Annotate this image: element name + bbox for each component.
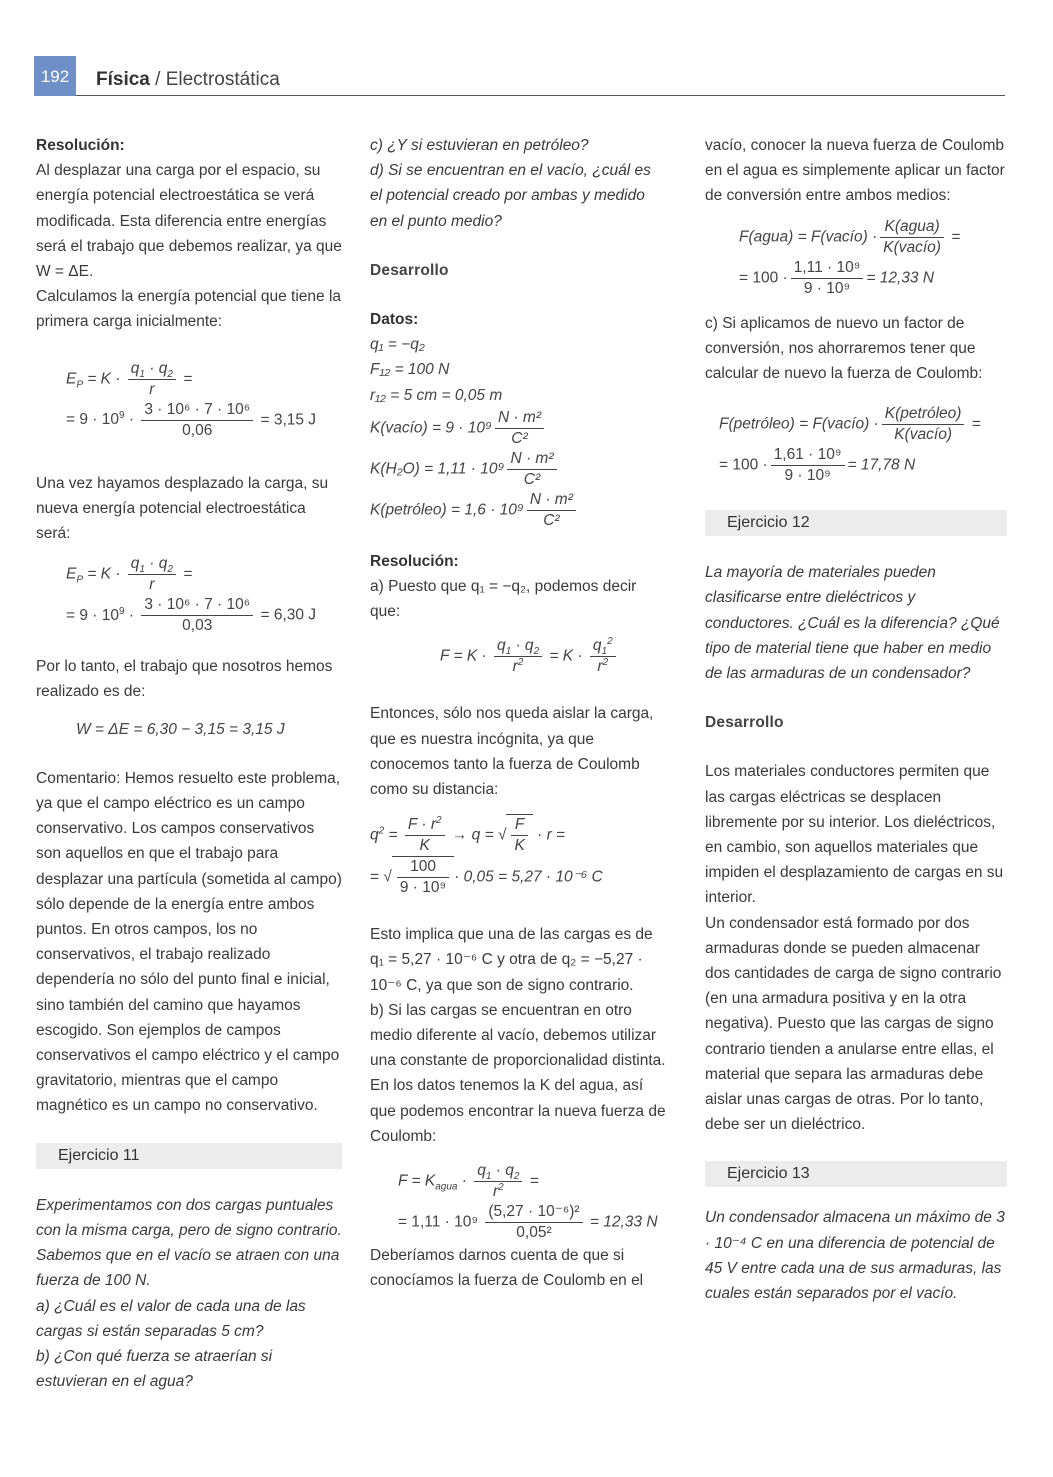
equation-petroleo-value: = 100 · $\frac{\text{1,61 · 10⁹}}{\text{9 · 10⁹}}$ = 17,78 N (719, 446, 916, 485)
equation-q-value: = √ $\frac{100}{\text{9 · 10⁹}}$ · 0,05 = 5,27 · 10⁻⁶ C (370, 858, 603, 897)
dato-charge-relation: q₁ = −q₂ (370, 336, 425, 354)
desarrollo-heading-2: Desarrollo (705, 714, 784, 732)
paragraph: Por lo tanto, el trabajo que nosotros hemos realizado es de: (36, 658, 333, 701)
paragraph: Una vez hayamos desplazado la carga, su nueva energía potencial electroestática será: (36, 474, 329, 543)
paragraph: c) Si aplicamos de nuevo un factor de conversión, nos ahorraremos tener que calcular de nuevo la fuerza de Coulomb: (705, 314, 983, 383)
paragraph: Entonces, sólo nos queda aislar la carga, que es nuestra incógnita, ya que conocemos tanto la fuerza de Coulomb como su distancia: (370, 705, 654, 799)
exercise-11-question-b: b) ¿Con qué fuerza se atraerían si estuvieran en el agua? (36, 1347, 273, 1391)
exercise-13-statement: Un condensador almacena un máximo de 3 · 10⁻⁴ C en una diferencia de potencial de 45 V entre cada una de sus armaduras, las cuales están separados por el vacío. (705, 1209, 1005, 1303)
equation-work: W = ΔE = 6,30 − 3,15 = 3,15 J (76, 720, 285, 738)
exercise-11-question-a: a) ¿Cuál es el valor de cada una de las cargas si están separadas 5 cm? (36, 1297, 306, 1340)
header-rule (76, 95, 1005, 96)
dato-k-petroleo: K(petróleo) = 1,6 · 10⁹ $\frac{\text{N · m²}}{\text{C²}}$ (370, 490, 666, 531)
column-3 (705, 133, 1007, 1306)
exercise-11-heading: Ejercicio 11 (36, 1143, 342, 1169)
equation-ep-2b: = $9 \cdot 10^9$ · $\frac{\text{3 · 10⁶ · 7 · 10⁶}}{0,03}$ = 6,30 J (66, 596, 317, 635)
equation-ep-2: $E_P = K$ · $\frac{q_1 \cdot q_2}{r}$ = (66, 555, 193, 594)
running-title (96, 69, 280, 91)
dato-force: F₁₂ = 100 N (370, 361, 450, 379)
resolucion-heading: Resolución: (36, 137, 125, 154)
column-1 (36, 133, 342, 1394)
paragraph: Deberíamos darnos cuenta de que si conocíamos la fuerza de Coulomb en el (370, 1247, 644, 1290)
dato-distance: r₁₂ = 5 cm = 0,05 m (370, 386, 503, 404)
dato-k-vacio: K(vacío) = 9 · 10⁹ $\frac{\text{N · m²}}{\text{C²}}$ (370, 408, 666, 449)
page-header (34, 56, 1005, 96)
equation-agua-value: = 100 · $\frac{\text{1,11 · 10⁹}}{\text{9 · 10⁹}}$ = 12,33 N (739, 258, 935, 297)
resolucion-heading-2: Resolución: (370, 552, 459, 570)
topic: Electrostática (165, 69, 280, 90)
equation-ep-1b: = $9 \cdot 10^9$ · $\frac{\text{3 · 10⁶ · 7 · 10⁶}}{0,06}$ = 3,15 J (66, 400, 317, 439)
equation-f-agua-value: = 1,11 · 10⁹ $\frac{\text{(5,27 · 10⁻⁶)²}}{\text{0,05²}}$ = 12,33 N (398, 1203, 658, 1242)
datos-heading: Datos: (370, 311, 419, 329)
equation-petroleo-conversion: F(petróleo) = F(vacío) · $\frac{\text{K(petróleo)}}{\text{K(vacío)}}$ = (719, 405, 981, 444)
exercise-11-question-d: d) Si se encuentran en el vacío, ¿cuál es el potencial creado por ambas y medido en el punto medio? (370, 162, 651, 230)
dato-k-agua: K(H₂O) = 1,11 · 10⁹ $\frac{\text{N · m²}}{\text{C²}}$ (370, 449, 666, 490)
paragraph: Los materiales conductores permiten que las cargas eléctricas se desplacen libremente por su interior. Los dieléctricos, en cambio, son aquellos materiales que impiden el desplazamiento de cargas en su interior. (705, 763, 1004, 907)
equation-ep-1: $E_P = K$ · $\frac{q_1 \cdot q_2}{r}$ = (66, 359, 193, 398)
paragraph: Calculamos la energía potencial que tiene la primera carga inicialmente: (36, 288, 342, 331)
paragraph: Un condensador está formado por dos armaduras donde se pueden almacenar dos cantidades de carga de signo contrario (en una armadura positiva y en la otra negativa). Puesto que las cargas de signo contrario tienden a anularse entre ellas, el material que separa las armaduras debe aislar unas cargas de otras. Por lo tanto, debe ser un dieléctrico. (705, 914, 1002, 1134)
title-separator: / (149, 69, 166, 90)
page-number: 192 (34, 56, 76, 96)
paragraph: vacío, conocer la nueva fuerza de Coulomb en el agua es simplemente aplicar un factor de conversión entre ambos medios: (705, 137, 1005, 205)
equation-q-isolate: $q^2$ = $\frac{F \cdot r^2}{K}$ → q = √ $\frac{F}{K}$ · r = (370, 815, 566, 855)
equation-coulomb: F = K · $\frac{q_1 \cdot q_2}{r^2}$ = K · $\frac{q_1^2}{r^2}$ (370, 636, 666, 677)
equation-f-agua: $F = K_{agua}$ · $\frac{q_1 \cdot q_2}{r^2}$ = (398, 1162, 539, 1201)
paragraph-comment: Comentario: Hemos resuelto este problema, ya que el campo eléctrico es un campo conservativo. Los campos conservativos son aquellos en que el trabajo para desplazar una partícula (sometida al campo) sólo depende de la energía entre ambos puntos. En otros campos, los no conservativos, el trabajo realizado dependería no sólo del punto final e inicial, sino también del camino que hayamos escogido. Son ejemplos de campos conservativos el campo eléctrico y el campo gravitatorio, mientras que el campo magnético es un campo no conservativo. (36, 769, 342, 1115)
paragraph: Al desplazar una carga por el espacio, su energía potencial electroestática se verá modificada. Esta diferencia entre energías será el trabajo que debemos realizar, ya que W = ΔE. (36, 162, 342, 281)
desarrollo-heading: Desarrollo (370, 261, 449, 279)
equation-agua-conversion: F(agua) = F(vacío) · $\frac{\text{K(agua)}}{\text{K(vacío)}}$ = (739, 217, 961, 256)
column-2 (370, 133, 666, 1293)
exercise-12-heading: Ejercicio 12 (705, 510, 1007, 536)
exercise-11-question-c: c) ¿Y si estuvieran en petróleo? (370, 137, 589, 154)
paragraph: a) Puesto que q₁ = −q₂, podemos decir que: (370, 578, 637, 621)
paragraph: b) Si las cargas se encuentran en otro medio diferente al vacío, debemos utilizar una constante de proporcionalidad distinta. En los datos tenemos la K del agua, así que podemos encontrar la nueva fuerza de Coulomb: (370, 1001, 666, 1145)
exercise-12-statement: La mayoría de materiales pueden clasificarse entre dieléctricos y conductores. ¿Cuál es la diferencia? ¿Qué tipo de material tiene que haber en medio de las armaduras de un condensador? (705, 564, 1000, 683)
subject: Física (96, 69, 150, 90)
exercise-13-heading: Ejercicio 13 (705, 1161, 1007, 1187)
exercise-11-statement: Experimentamos con dos cargas puntuales con la misma carga, pero de signo contrario. Sabemos que en el vacío se atraen con una fuerza de 100 N. (36, 1196, 342, 1290)
paragraph: Esto implica que una de las cargas es de q₁ = 5,27 · 10⁻⁶ C y otra de q₂ = −5,27 · 10⁻⁶ C, ya que son de signo contrario. (370, 926, 653, 994)
